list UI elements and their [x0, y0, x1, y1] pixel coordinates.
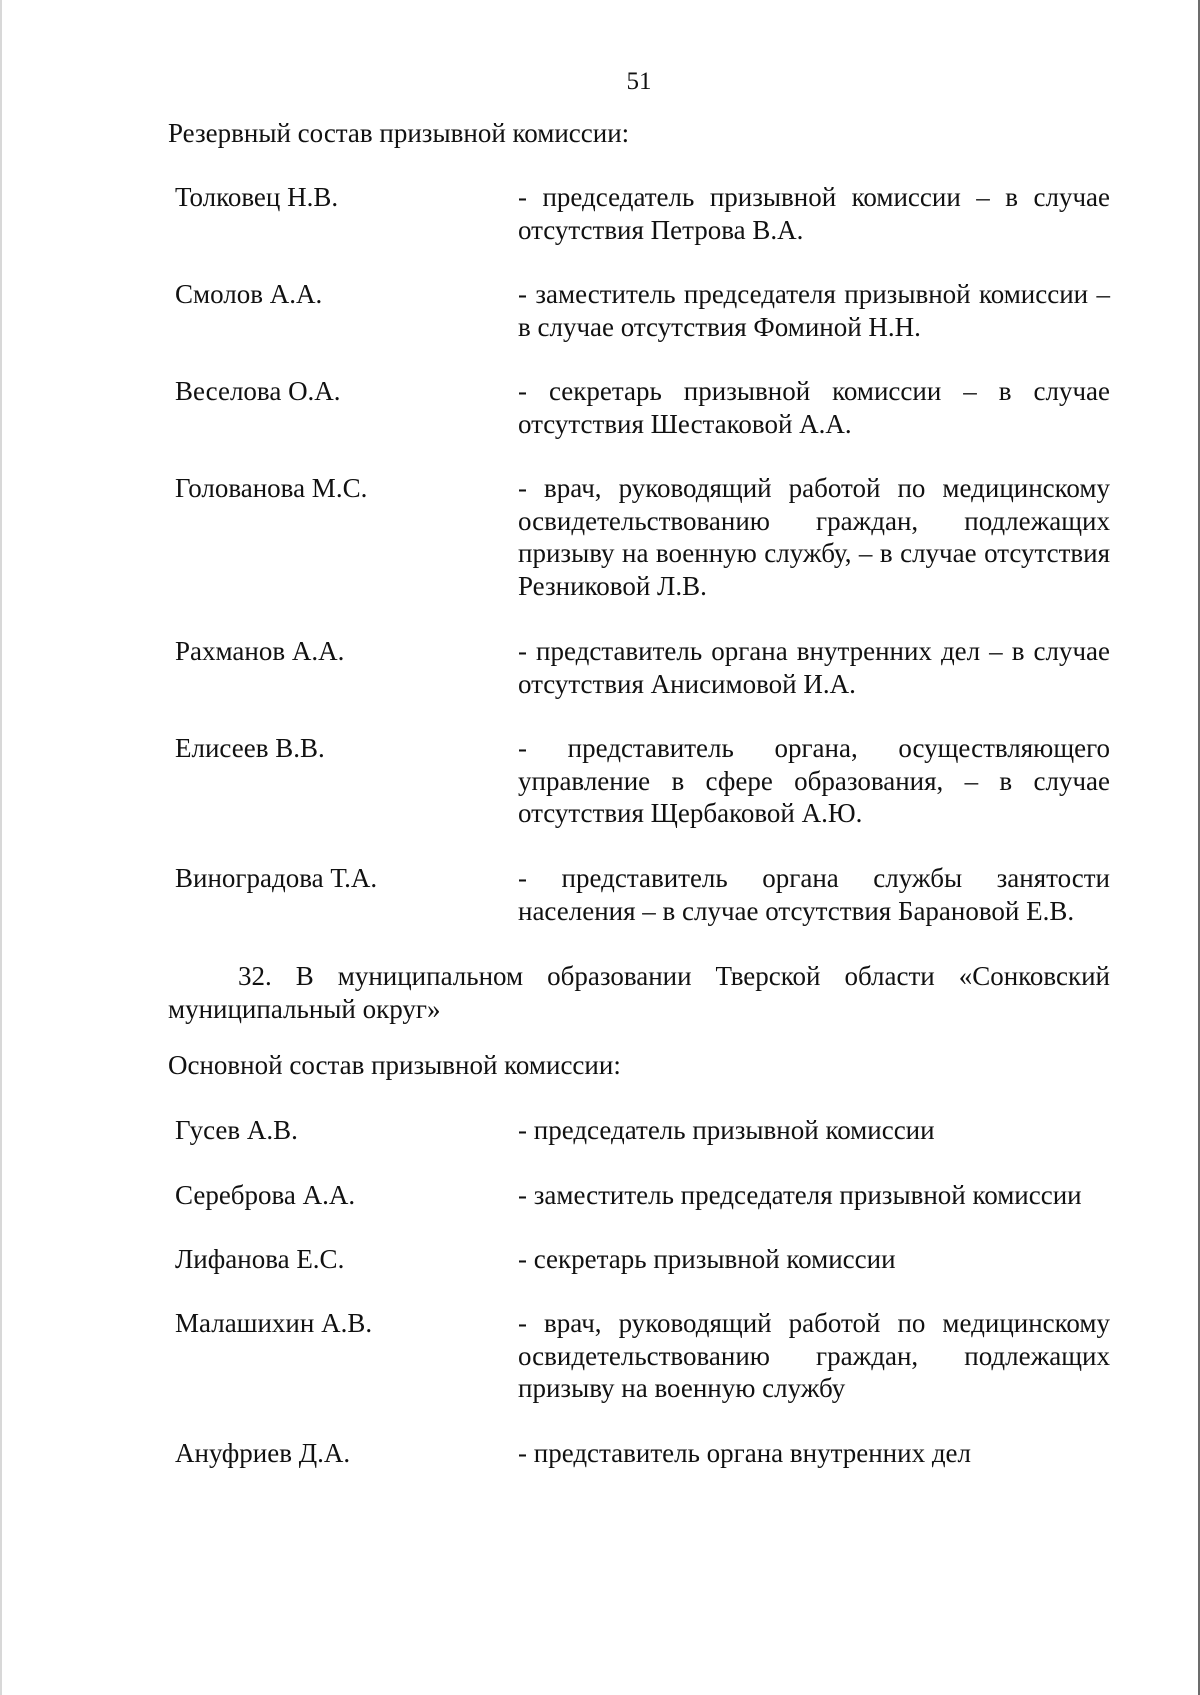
reserve-member-role: - заместитель председателя призывной комиссии – в случае отсутствия Фоминой Н.Н. — [518, 279, 1110, 342]
main-member-name: Ануфриев Д.А. — [175, 1438, 351, 1468]
main-member-name: Лифанова Е.С. — [175, 1244, 345, 1274]
reserve-member-role: - врач, руководящий работой по медицинскому освидетельствованию граждан, подлежащих призыву на военную службу, – в случае отсутствия Резниковой Л.В. — [518, 473, 1110, 601]
reserve-member-name: Виноградова Т.А. — [175, 863, 378, 893]
reserve-member-role: - представитель органа службы занятости населения – в случае отсутствия Барановой Е.В. — [518, 863, 1110, 926]
main-member-role: - представитель органа внутренних дел — [518, 1438, 972, 1468]
main-member-role: - председатель призывной комиссии — [518, 1115, 935, 1145]
main-member-name: Сереброва А.А. — [175, 1180, 356, 1210]
reserve-member-name: Смолов А.А. — [175, 279, 323, 309]
main-member-role: - секретарь призывной комиссии — [518, 1244, 896, 1274]
reserve-member-name: Голованова М.С. — [175, 473, 368, 503]
scan-edge-left — [0, 0, 2, 1695]
reserve-member-name: Толковец Н.В. — [175, 182, 339, 212]
reserve-member-role: - секретарь призывной комиссии – в случае отсутствия Шестаковой А.А. — [518, 376, 1110, 439]
page-number: 51 — [626, 68, 652, 95]
main-member-role: - врач, руководящий работой по медицинскому освидетельствованию граждан, подлежащих призыву на военную службу — [518, 1308, 1110, 1403]
main-heading: Основной состав призывной комиссии: — [168, 1050, 621, 1080]
reserve-heading: Резервный состав призывной комиссии: — [168, 118, 630, 148]
reserve-member-name: Елисеев В.В. — [175, 733, 325, 763]
reserve-member-role: - председатель призывной комиссии – в случае отсутствия Петрова В.А. — [518, 182, 1110, 245]
reserve-member-name: Веселова О.А. — [175, 376, 341, 406]
section-paragraph: 32. В муниципальном образовании Тверской области «Сонковский муниципальный округ» — [168, 961, 1110, 1024]
reserve-member-role: - представитель органа, осуществляющего управление в сфере образования, – в случае отсутствия Щербаковой А.Ю. — [518, 733, 1110, 828]
reserve-member-name: Рахманов А.А. — [175, 636, 345, 666]
main-member-role: - заместитель председателя призывной комиссии — [518, 1180, 1082, 1210]
main-member-name: Малашихин А.В. — [175, 1308, 373, 1338]
main-member-name: Гусев А.В. — [175, 1115, 298, 1145]
reserve-member-role: - представитель органа внутренних дел – в случае отсутствия Анисимовой И.А. — [518, 636, 1110, 699]
